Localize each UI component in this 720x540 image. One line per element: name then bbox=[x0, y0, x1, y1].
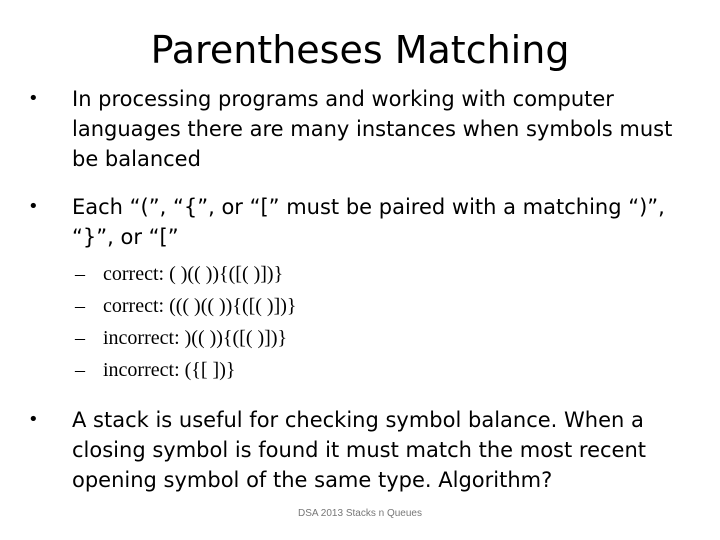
example-text: incorrect: ({[ ])} bbox=[103, 359, 236, 381]
dash-marker: – bbox=[75, 295, 85, 317]
example-item bbox=[75, 258, 675, 290]
bullet-text: Each “(”, “{”, or “[” must be paired with a matching “)”, “}”, or “[” bbox=[72, 195, 665, 249]
bullet-item bbox=[28, 84, 698, 174]
example-item bbox=[75, 354, 675, 386]
bullet-marker: • bbox=[28, 88, 39, 109]
example-item bbox=[75, 322, 675, 354]
example-list bbox=[75, 258, 675, 386]
slide-title: Parentheses Matching bbox=[150, 28, 570, 72]
example-text: incorrect: )(( )){([( )])} bbox=[103, 327, 288, 349]
bullet-marker: • bbox=[28, 196, 39, 217]
dash-marker: – bbox=[75, 359, 85, 381]
bullet-marker: • bbox=[28, 409, 39, 430]
slide-footer: DSA 2013 Stacks n Queues bbox=[298, 508, 422, 519]
bullet-item bbox=[28, 192, 698, 252]
example-text: correct: ( )(( )){([( )])} bbox=[103, 263, 284, 285]
bullet-item bbox=[28, 405, 698, 495]
dash-marker: – bbox=[75, 263, 85, 285]
example-item bbox=[75, 290, 675, 322]
bullet-text: In processing programs and working with computer languages there are many instances when symbols must be balanced bbox=[72, 87, 673, 171]
dash-marker: – bbox=[75, 327, 85, 349]
bullet-text: A stack is useful for checking symbol balance. When a closing symbol is found it must match the most recent opening symbol of the same type. Algorithm? bbox=[72, 408, 646, 492]
example-text: correct: ((( )(( )){([( )])} bbox=[103, 295, 297, 317]
